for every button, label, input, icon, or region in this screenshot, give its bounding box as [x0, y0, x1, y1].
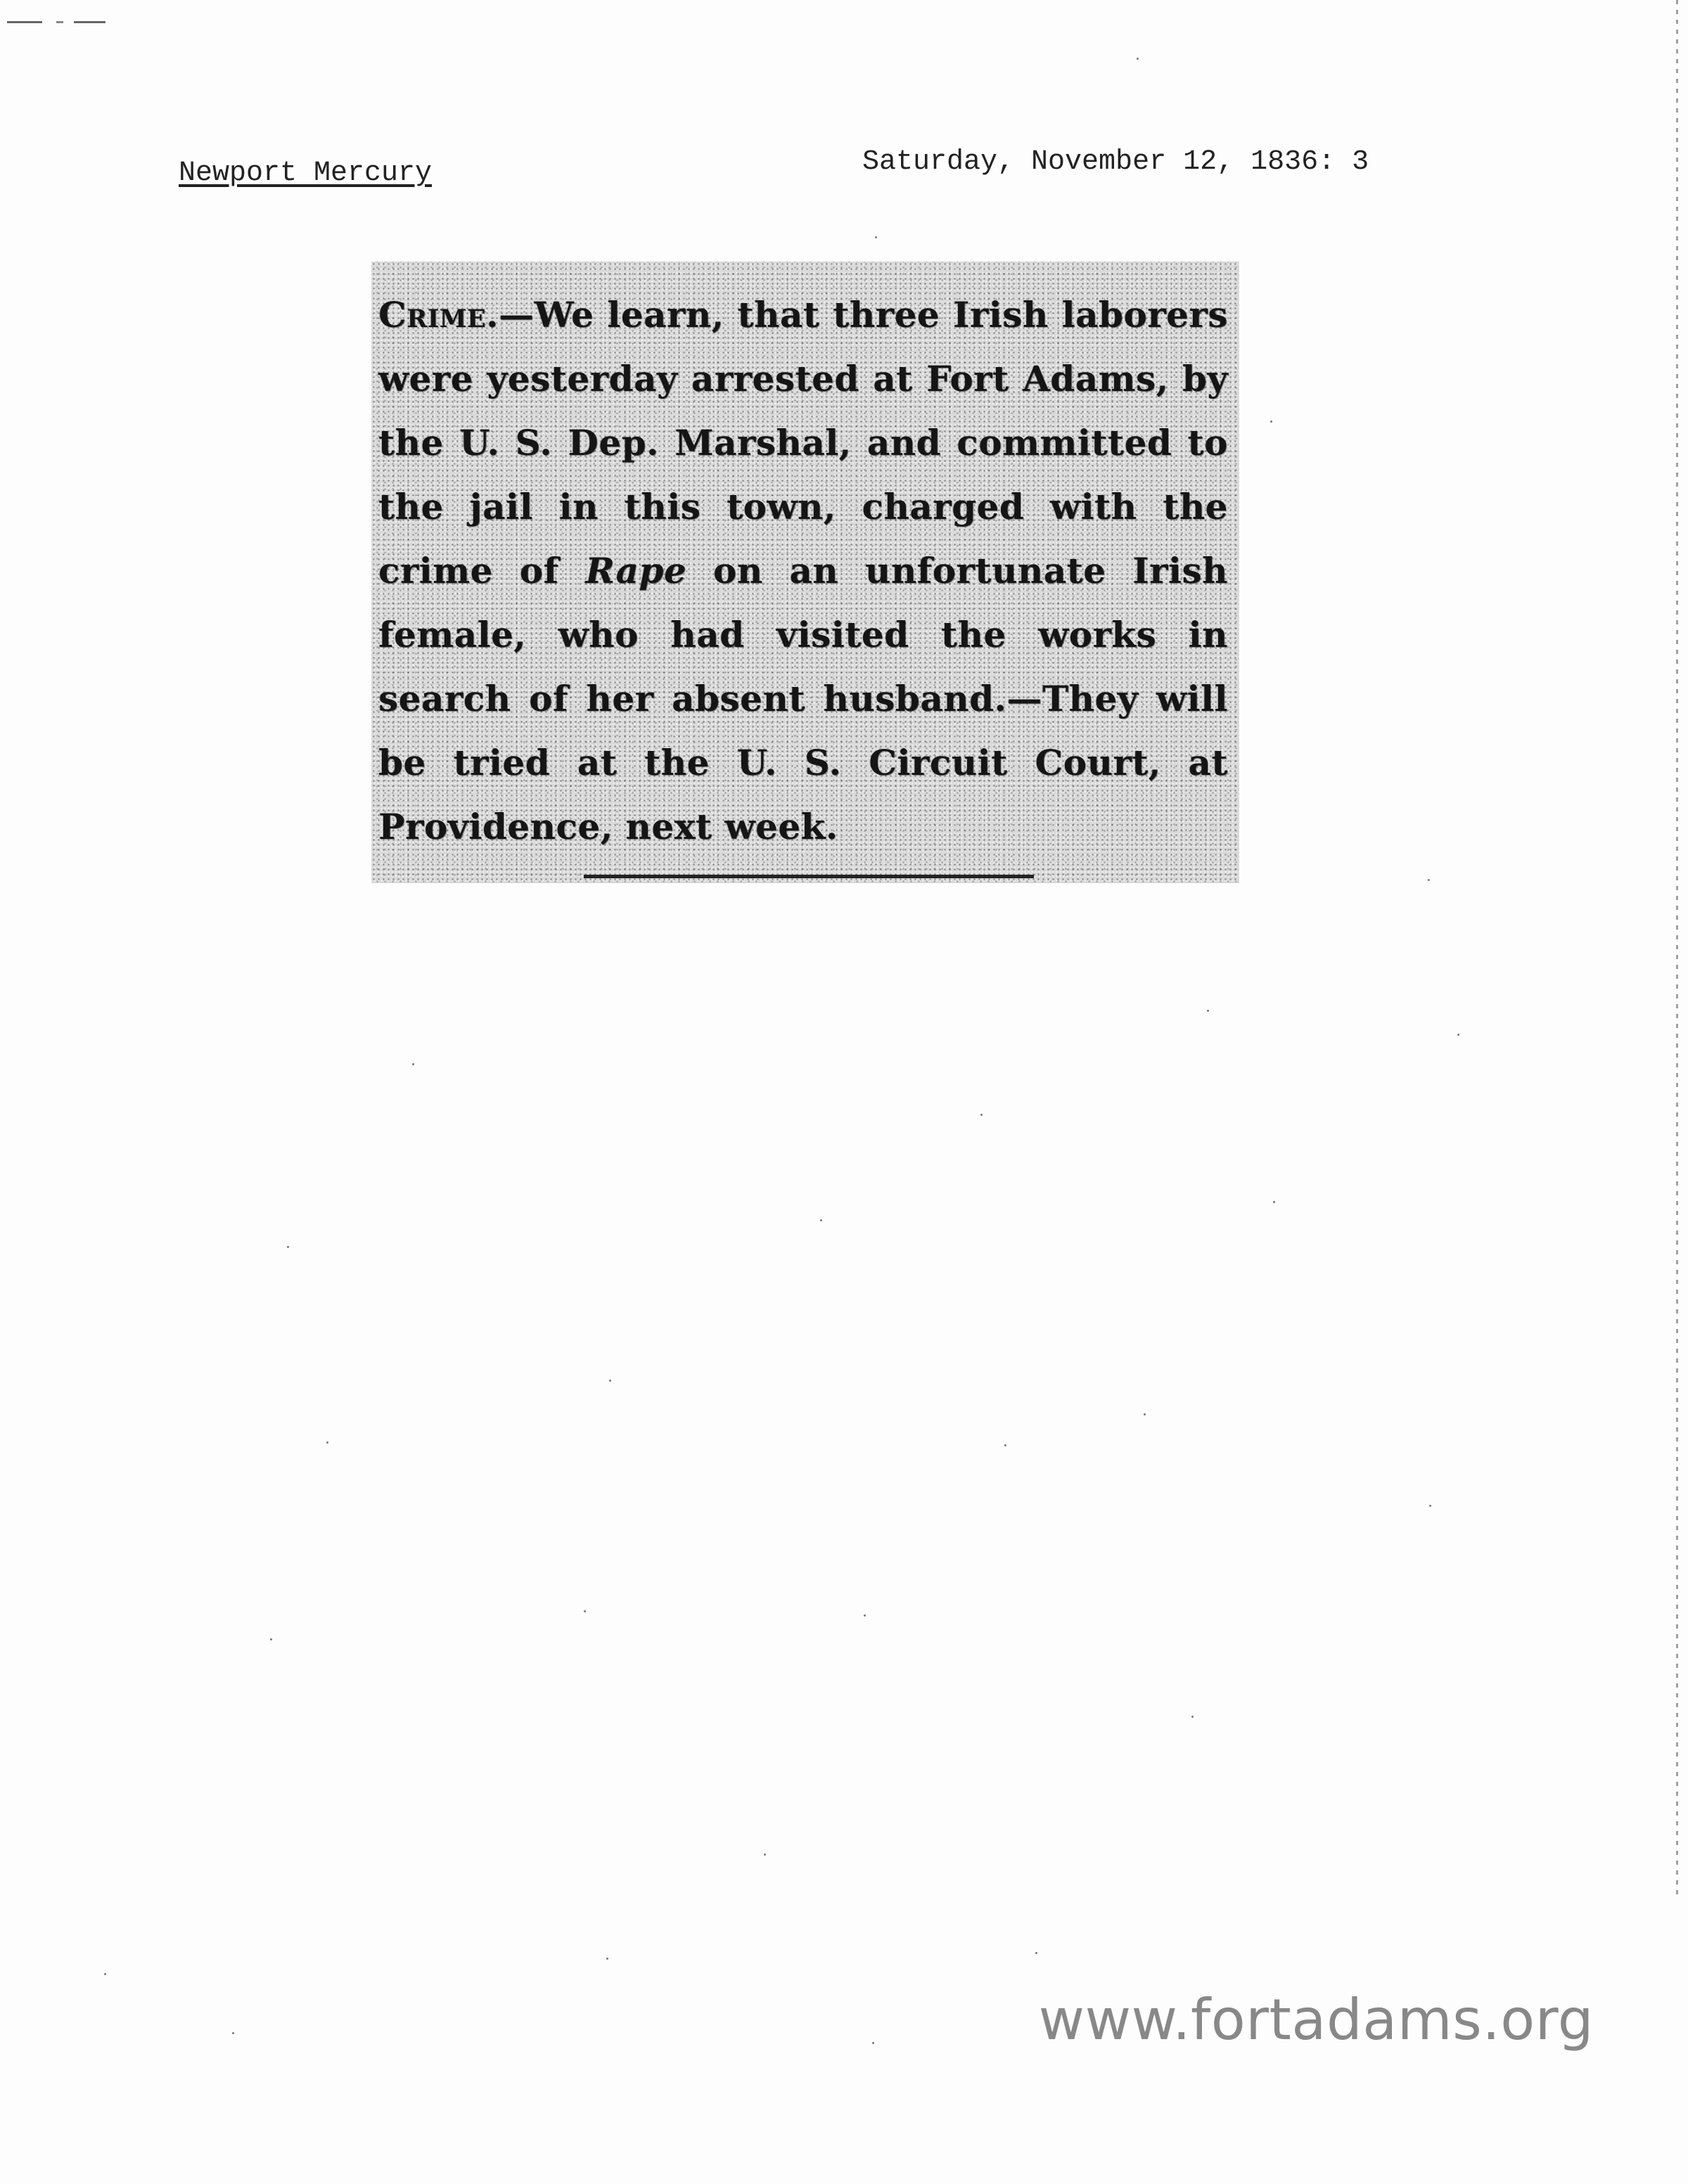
article-body-part-1: —We learn, that three Irish laborers were yesterday arrested at Fort Adams, by the U. S. Dep. Marshal, and committed to the jail in this town, charged with the crime of [378, 294, 1228, 591]
scan-speck [1191, 1716, 1194, 1718]
scan-edge-line [1676, 0, 1678, 1899]
scan-speck [864, 1614, 866, 1617]
publication-date: Saturday, November 12, 1836: 3 [862, 146, 1369, 178]
scan-speck [1428, 879, 1430, 881]
scan-speck [980, 1114, 983, 1116]
scan-speck [606, 1958, 608, 1960]
scan-speck [1004, 1444, 1006, 1446]
scan-speck [820, 1219, 822, 1221]
scan-speck [232, 2032, 234, 2034]
scan-speck [584, 1610, 586, 1612]
scan-speck [104, 1973, 106, 1975]
article-italic-word: Rape [585, 550, 687, 591]
scan-speck [764, 1854, 766, 1856]
clipping-rule [584, 875, 1034, 878]
scan-speck [875, 236, 877, 238]
publication-name: Newport Mercury [179, 158, 433, 189]
scan-speck [326, 1441, 328, 1444]
scan-speck [1273, 1201, 1275, 1203]
scan-speck [1270, 420, 1272, 423]
scan-speck [287, 1246, 289, 1248]
scan-speck [270, 1638, 272, 1640]
article-heading: Crime. [378, 294, 499, 335]
scan-speck [1035, 1952, 1037, 1954]
scan-corner-mark [7, 21, 106, 23]
scan-speck [1457, 1034, 1459, 1036]
scan-speck [1429, 1505, 1431, 1507]
newspaper-clipping [371, 262, 1239, 883]
scan-speck [1207, 1010, 1209, 1012]
scan-speck [1137, 58, 1139, 60]
scan-speck [872, 2042, 874, 2044]
scan-speck [412, 1063, 414, 1065]
scan-speck [609, 1380, 611, 1382]
website-watermark: www.fortadams.org [1038, 1987, 1594, 2053]
article-text [378, 283, 1228, 859]
scan-speck [1144, 1413, 1146, 1415]
article-body-part-2: on an unfortunate Irish female, who had visited the works in search of her absent husband.—They will be tried at the U. S. Circuit Court, at Providence, next week. [378, 550, 1229, 847]
